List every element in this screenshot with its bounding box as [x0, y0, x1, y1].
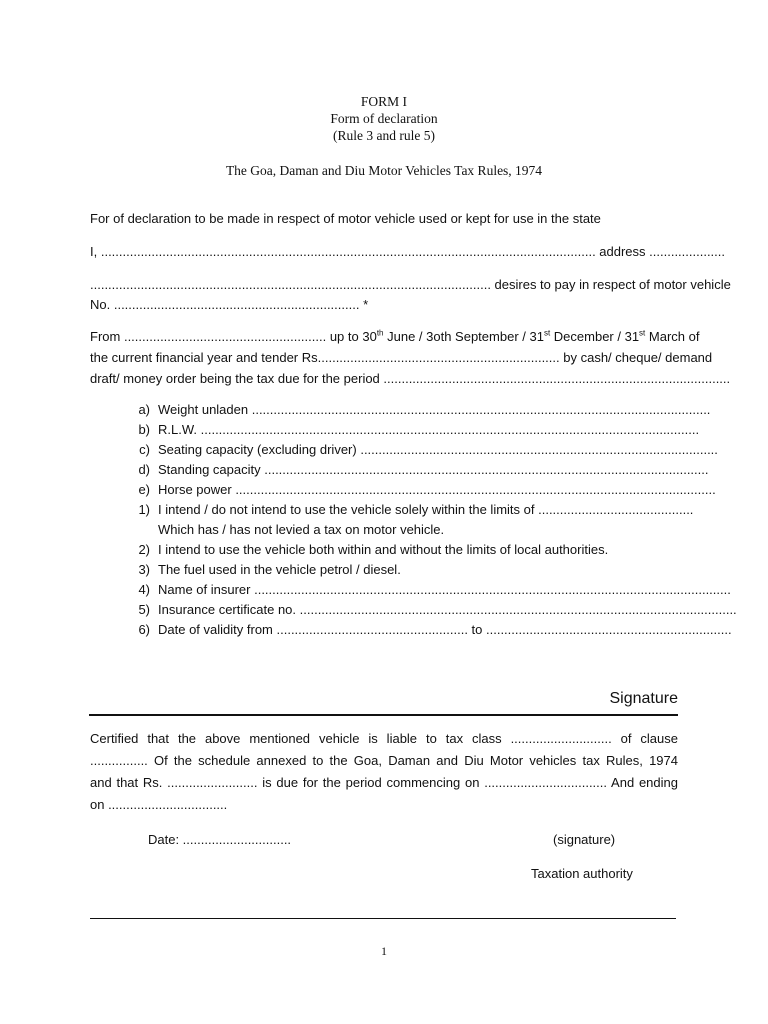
upto-text: up to 30 — [326, 329, 377, 344]
item-number: a) — [138, 402, 150, 417]
vehicle-no-dots: ................................................................... — [113, 297, 356, 312]
declaration-vehicle-no-line — [90, 297, 368, 312]
signature-divider — [89, 714, 678, 716]
item-label: Name of insurer — [158, 582, 255, 597]
item-label: Standing capacity — [158, 462, 265, 477]
item-label: Horse power — [158, 482, 236, 497]
item-number: d) — [138, 462, 150, 477]
declaration-draft-line — [90, 371, 730, 386]
tender-tail: by cash/ cheque/ demand — [559, 350, 713, 365]
item-number: e) — [138, 482, 150, 497]
dec-sup: st — [543, 328, 551, 338]
item-label: Insurance certificate no. — [158, 602, 300, 617]
tender-text: the current financial year and tender Rs — [90, 350, 318, 365]
dec-text: December / 31 — [550, 329, 640, 344]
vehicle-no-prefix: No. — [90, 297, 114, 312]
item-label: I intend / do not intend to use the vehicle solely within the limits of — [158, 502, 539, 517]
item-number: c) — [139, 442, 150, 457]
signature-paren: (signature) — [553, 832, 616, 847]
vehicle-no-star: . * — [355, 297, 369, 312]
act-title: The Goa, Daman and Diu Motor Vehicles Tax Rules, 1974 — [225, 163, 543, 178]
tender-dots: ................................................................... — [317, 350, 560, 365]
item-label: I intend to use the vehicle both within and without the limits of local authorities. — [158, 542, 609, 557]
item-label: The fuel used in the vehicle petrol / diesel. — [158, 562, 401, 577]
address-cont-dots: .............................................................................................................. — [90, 277, 488, 292]
item-dots: ..................................................................................................................................... — [235, 482, 716, 497]
item-number: 5) — [138, 602, 150, 617]
footer-divider — [90, 918, 676, 919]
item-dots: ............................................................................................................................... — [251, 402, 711, 417]
certification-line-2: ................ Of the schedule annexed to the Goa, Daman and Diu Motor vehicles tax Rules, 1974 — [90, 753, 678, 768]
item-number: 3) — [138, 562, 150, 577]
item-label: Weight unladen — [158, 402, 252, 417]
declaration-tender-line — [90, 350, 712, 365]
signature-label: Signature — [609, 690, 678, 707]
page-number: 1 — [381, 944, 387, 958]
certification-line-1: Certified that the above mentioned vehicle is liable to tax class ............................ of clause — [90, 731, 678, 746]
item-dots: ........................................... — [538, 502, 694, 517]
item-number: b) — [138, 422, 150, 437]
item-number: 2) — [138, 542, 150, 557]
date-field: Date: .............................. — [148, 832, 292, 847]
mar-text: March of — [645, 329, 700, 344]
june-text: June / 3oth September / 31 — [383, 329, 544, 344]
item-label: R.L.W. — [158, 422, 201, 437]
name-prefix: I, — [90, 244, 101, 259]
item-dots: .......................................................................................................................................... — [200, 422, 700, 437]
certification-line-3: and that Rs. ......................... is due for the period commencing on .................................. And ending — [90, 775, 678, 790]
desires-text: . desires to pay in respect of motor vehicle — [487, 277, 731, 292]
form-number: FORM I — [360, 94, 408, 109]
item-dots: ..................................................... to .................................................................... — [276, 622, 732, 637]
certification-line-4: on ................................. — [90, 797, 228, 812]
from-dots: ........................................................ — [123, 329, 327, 344]
address-dots: ..................... — [649, 244, 726, 259]
taxation-authority: Taxation authority — [531, 866, 633, 881]
draft-dots: ................................................................................................ — [383, 371, 731, 386]
rule-reference: (Rule 3 and rule 5) — [333, 128, 435, 143]
declaration-intro: For of declaration to be made in respect of motor vehicle used or kept for use in the state — [90, 211, 601, 226]
item-number: 4) — [138, 582, 150, 597]
name-dots: ........................................................................................................................................ — [100, 244, 593, 259]
item-label: Which has / has not levied a tax on motor vehicle. — [158, 522, 445, 537]
item-dots: ........................................................................................................................... — [264, 462, 709, 477]
upto-sup: th — [376, 328, 384, 338]
item-dots: ......................................................................................................................... — [299, 602, 737, 617]
item-number: 6) — [138, 622, 150, 637]
item-dots: .................................................................................................................................... — [254, 582, 731, 597]
declaration-address-line — [90, 277, 731, 292]
address-label: . address — [592, 244, 650, 259]
draft-text: draft/ money order being the tax due for the period — [90, 371, 384, 386]
mar-sup: st — [639, 328, 646, 338]
from-prefix: From — [90, 329, 124, 344]
form-title: Form of declaration — [330, 111, 438, 126]
declaration-period-line — [90, 329, 699, 344]
item-number: 1) — [138, 502, 150, 517]
item-label: Seating capacity (excluding driver) — [158, 442, 361, 457]
declaration-name-line — [90, 244, 725, 259]
item-dots: ................................................................................................... — [360, 442, 718, 457]
item-label: Date of validity from — [158, 622, 277, 637]
